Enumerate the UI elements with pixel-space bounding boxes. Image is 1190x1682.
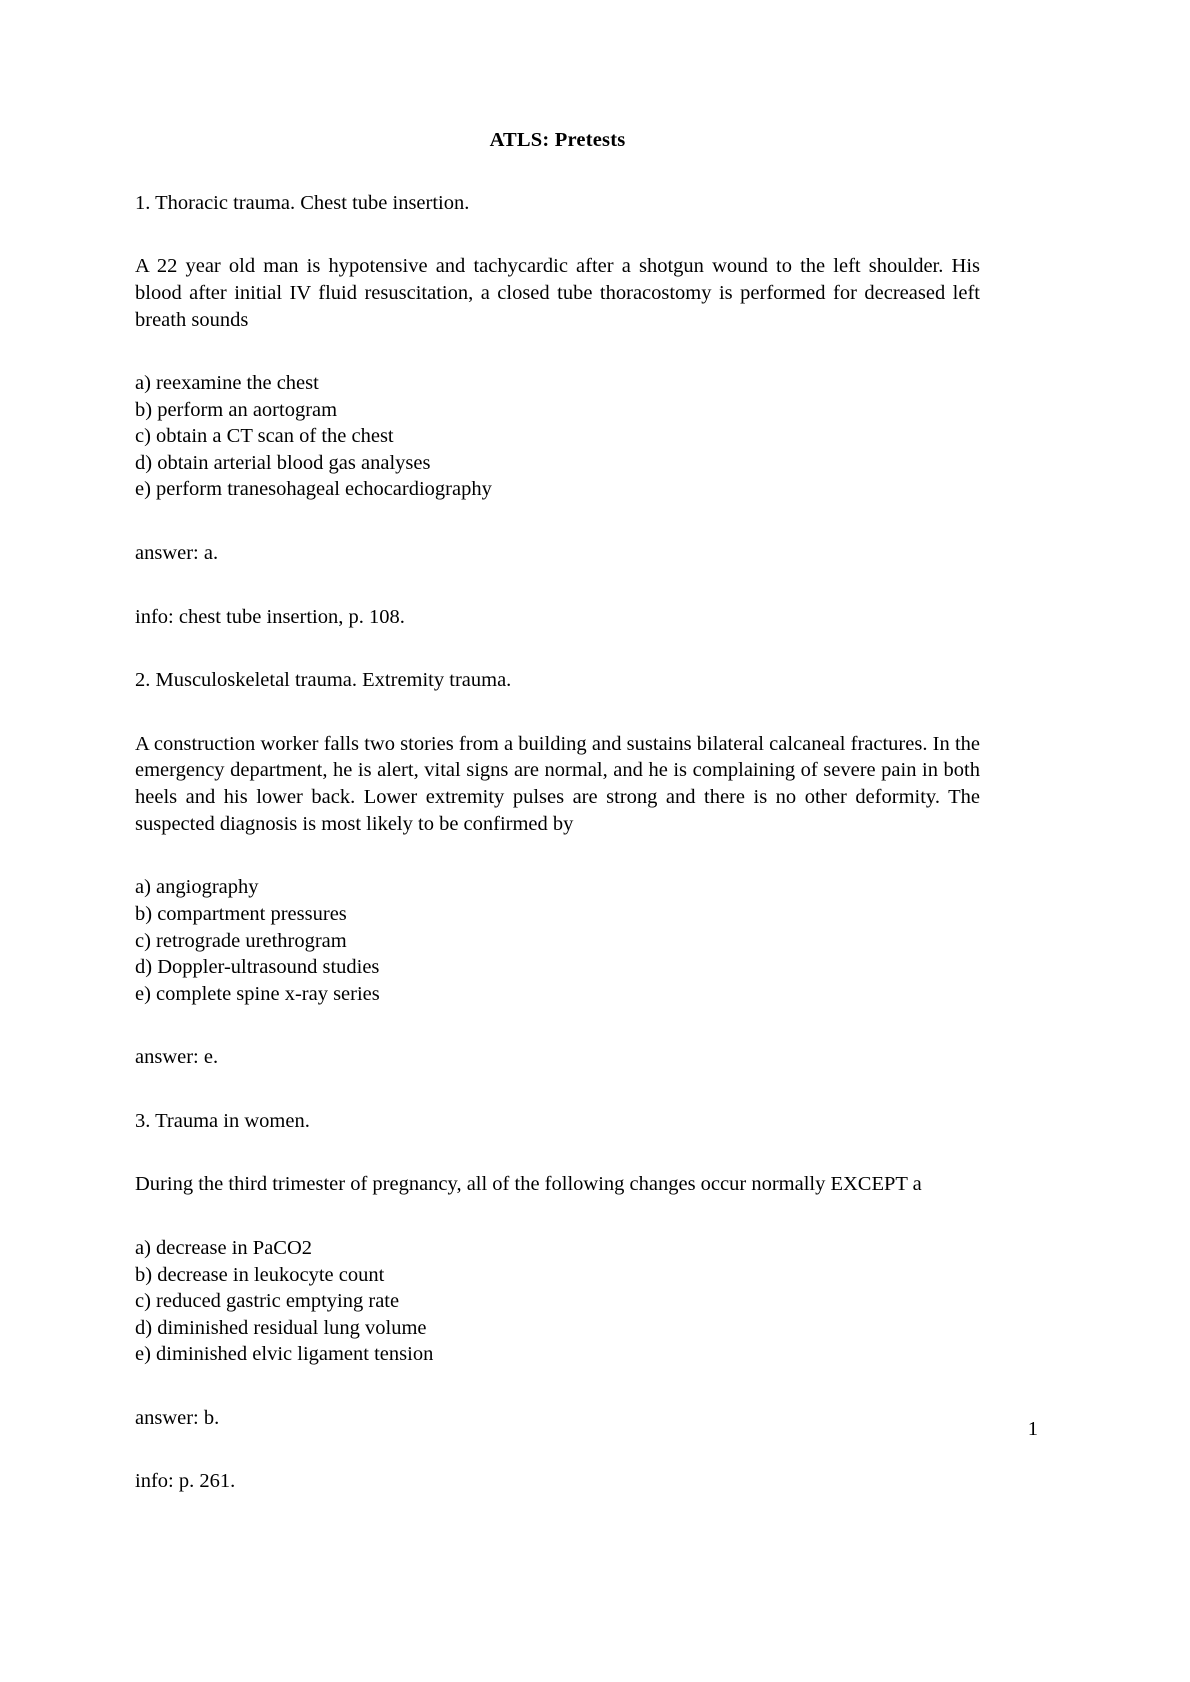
option-item: e) complete spine x-ray series — [135, 982, 380, 1005]
question-heading-1: 1. Thoracic trauma. Chest tube insertion. — [135, 191, 470, 214]
question-stem-3: During the third trimester of pregnancy, all of the following changes occur normally EXCEPT a — [135, 1173, 922, 1196]
answer-line-1: answer: a. — [135, 541, 219, 564]
answer-line-3: answer: b. — [135, 1406, 220, 1429]
question-stem-1: A 22 year old man is hypotensive and tachycardic after a shotgun wound to the left shoulder. His blood after initial IV fluid resuscitation, a closed tube thoracostomy is performed for decreased left breath sounds — [135, 255, 980, 331]
page-number: 1 — [1027, 1417, 1038, 1440]
answer-line-2: answer: e. — [135, 1046, 219, 1069]
option-item: b) perform an aortogram — [135, 398, 338, 421]
option-list-2 — [135, 874, 980, 1007]
page-title: ATLS: Pretests — [489, 129, 626, 151]
option-item: b) decrease in leukocyte count — [135, 1263, 385, 1286]
option-item: c) obtain a CT scan of the chest — [135, 425, 394, 448]
option-item: a) angiography — [135, 876, 259, 899]
option-item: d) obtain arterial blood gas analyses — [135, 451, 431, 474]
question-heading-2: 2. Musculoskeletal trauma. Extremity trauma. — [135, 669, 512, 692]
question-heading-3: 3. Trauma in women. — [135, 1109, 310, 1132]
option-list-1 — [135, 370, 980, 503]
option-item: d) Doppler-ultrasound studies — [135, 956, 380, 979]
option-item: c) reduced gastric emptying rate — [135, 1290, 400, 1313]
info-line-3: info: p. 261. — [135, 1470, 236, 1493]
option-list-3 — [135, 1235, 980, 1368]
option-item: b) compartment pressures — [135, 902, 347, 925]
option-item: e) diminished elvic ligament tension — [135, 1343, 434, 1366]
question-stem-2: A construction worker falls two stories from a building and sustains bilateral calcaneal fractures. In the emergency department, he is alert, vital signs are normal, and he is complaining of severe pain in both heels and his lower back. Lower extremity pulses are strong and there is no other deformity. The suspected diagnosis is most likely to be confirmed by — [135, 732, 980, 835]
option-item: a) decrease in PaCO2 — [135, 1237, 313, 1260]
document-body — [135, 128, 980, 1495]
option-item: a) reexamine the chest — [135, 372, 319, 395]
info-line-1: info: chest tube insertion, p. 108. — [135, 605, 405, 628]
option-item: c) retrograde urethrogram — [135, 929, 347, 952]
option-item: e) perform tranesohageal echocardiography — [135, 478, 492, 501]
option-item: d) diminished residual lung volume — [135, 1316, 427, 1339]
